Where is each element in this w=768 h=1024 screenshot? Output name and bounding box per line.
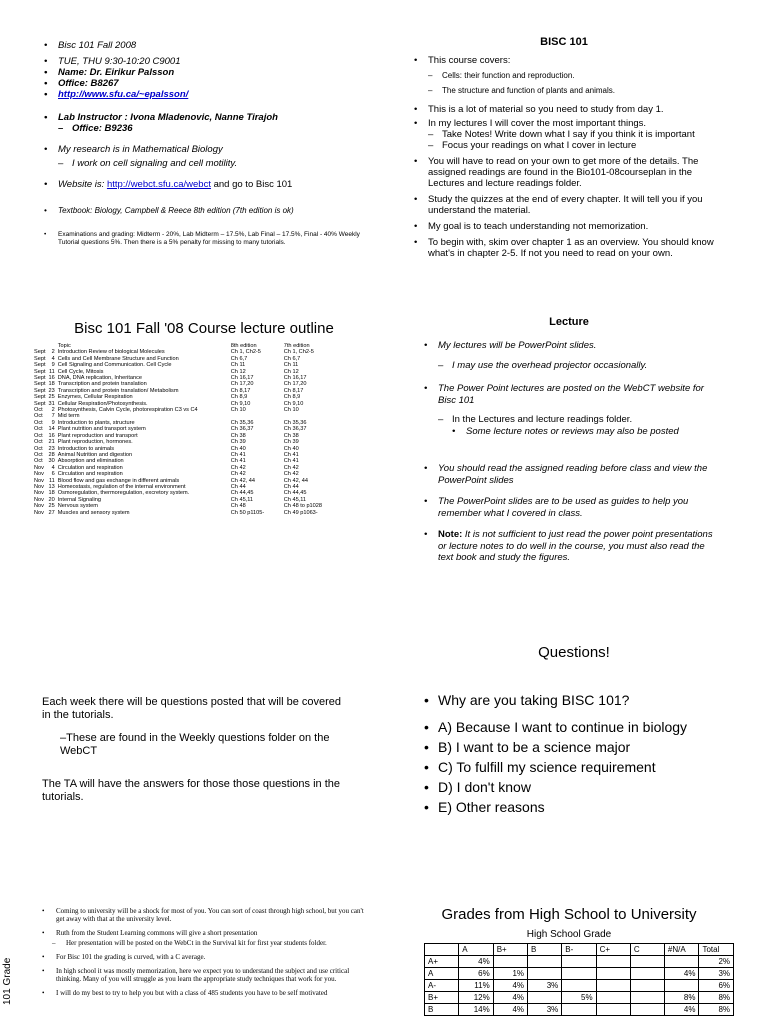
- grades-cell: [596, 1004, 630, 1016]
- overview-item: • To begin with, skim over chapter 1 as an overview. You should know what's in chapter 2-5. If not you need to read on your own.: [414, 237, 714, 259]
- outline-cell: Plant reproduction and transport: [57, 432, 138, 439]
- outline-cell: Ch 41: [230, 458, 246, 465]
- outline-cell: 30: [48, 458, 55, 465]
- outline-cell: Oct: [34, 413, 43, 420]
- grades-header-cell: B-: [562, 944, 596, 956]
- advice-item: • Coming to university will be a shock for most of you. You can sort of coast through high school, but you can't get away with that at the university level.: [42, 907, 372, 923]
- outline-cell: Ch 10: [230, 407, 246, 414]
- grades-header-cell: #N/A: [664, 944, 699, 956]
- lecture-subsubitem: • Some lecture notes or reviews may also be posted: [452, 426, 714, 438]
- grades-cell: [630, 980, 664, 992]
- grades-row: [425, 980, 734, 992]
- advice-item: • Ruth from the Student Learning commons will give a short presentation: [42, 929, 372, 937]
- outline-cell: Plant nutrition and transport system: [57, 426, 146, 433]
- outline-cell: Ch 40: [230, 445, 246, 452]
- tutorial-paragraph: Each week there will be questions posted that will be covered in the tutorials.: [42, 696, 342, 721]
- outline-cell: Oct: [34, 432, 43, 439]
- advice-subitem: – Her presentation will be posted on the WebCt in the Survival kit for first year students folder.: [52, 939, 372, 947]
- instructor-website-link[interactable]: http://www.sfu.ca/~epalsson/: [58, 89, 189, 100]
- outline-cell: Oct: [34, 407, 43, 414]
- overview-subitem: – The structure and function of plants and animals.: [428, 85, 714, 96]
- outline-cell: Blood flow and gas exchange in different animals: [57, 477, 180, 484]
- lecture-note-item: [424, 529, 714, 564]
- slide-tutorial-questions: [42, 696, 342, 804]
- outline-cell: Ch 35,36: [283, 419, 307, 426]
- research-detail: – I work on cell signaling and cell motility.: [58, 158, 374, 169]
- grades-cell: A+: [425, 956, 459, 968]
- outline-cell: 14: [48, 426, 55, 433]
- outline-cell: Sept: [34, 349, 46, 356]
- outline-cell: Ch 48 to p1028: [283, 503, 323, 510]
- outline-cell: Ch 48: [230, 503, 246, 510]
- grades-cell: 8%: [699, 992, 734, 1004]
- outline-row: [34, 490, 337, 496]
- grades-header-cell: A: [459, 944, 493, 956]
- overview-subitem: – Focus your readings on what I cover in lecture: [428, 140, 714, 151]
- outline-cell: Nervous system: [57, 503, 98, 510]
- outline-cell: 28: [48, 451, 55, 458]
- outline-cell: 9: [51, 419, 55, 426]
- outline-cell: Ch 8,9: [283, 394, 301, 401]
- outline-cell: Introduction Review of biological Molecules: [57, 349, 165, 356]
- outline-cell: 13: [48, 483, 55, 490]
- lecture-title: Lecture: [549, 316, 589, 328]
- outline-cell: 25: [48, 394, 55, 401]
- outline-cell: Absorption and elimination: [57, 458, 124, 465]
- outline-row: [34, 510, 337, 516]
- overview-item: • Study the quizzes at the end of every chapter. It will tell you if you understand the material.: [414, 194, 714, 216]
- outline-cell: 2: [51, 349, 55, 356]
- outline-cell: Homeostasis, regulation of the internal environment: [57, 483, 186, 490]
- outline-cell: 16: [48, 432, 55, 439]
- outline-cell: Ch 41: [283, 458, 299, 465]
- outline-header-cell: 7th edition: [283, 343, 310, 349]
- course-schedule: • TUE, THU 9:30-10:20 C9001: [44, 56, 374, 67]
- grades-cell: [630, 1004, 664, 1016]
- instructor-office: • Office: B8267: [44, 78, 374, 89]
- outline-cell: Ch 42: [230, 464, 246, 471]
- outline-cell: Ch 6,7: [230, 355, 248, 362]
- grades-cell: 3%: [699, 968, 734, 980]
- outline-cell: Sept: [34, 387, 46, 394]
- website-label: Website is:: [58, 179, 107, 190]
- outline-cell: Oct: [34, 445, 43, 452]
- outline-cell: Animal Nutrition and digestion: [57, 451, 133, 458]
- outline-table: [34, 343, 337, 516]
- outline-cell: 16: [48, 375, 55, 382]
- outline-title: Bisc 101 Fall '08 Course lecture outline: [74, 320, 334, 337]
- grades-cell: 4%: [664, 1004, 699, 1016]
- grades-cell: 4%: [493, 1004, 527, 1016]
- grades-cell: 8%: [699, 1004, 734, 1016]
- website-item: [44, 179, 374, 190]
- outline-cell: Ch 44: [230, 483, 246, 490]
- outline-cell: Ch 9,10: [230, 400, 251, 407]
- outline-cell: 4: [51, 355, 55, 362]
- advice-item: • I will do my best to try to help you but with a class of 485 students you have to be self motivated: [42, 989, 372, 997]
- grades-cell: 1%: [493, 968, 527, 980]
- outline-cell: Cellular Respiration/Photosynthesis.: [57, 400, 148, 407]
- grades-header-cell: [425, 944, 459, 956]
- note-label: Note:: [438, 529, 463, 540]
- outline-cell: Ch 42: [283, 471, 299, 478]
- overview-item: • My goal is to teach understanding not memorization.: [414, 221, 714, 232]
- webct-link[interactable]: http://webct.sfu.ca/webct: [106, 179, 211, 190]
- outline-cell: Ch 11: [283, 362, 299, 369]
- grades-cell: 4%: [459, 956, 493, 968]
- grades-header-cell: B+: [493, 944, 527, 956]
- grades-header-cell: B: [528, 944, 562, 956]
- grades-cell: A: [425, 968, 459, 980]
- outline-cell: Ch 17,20: [230, 381, 254, 388]
- outline-cell: Ch 41: [230, 451, 246, 458]
- grades-header-cell: Total: [699, 944, 734, 956]
- outline-cell: Ch 9,10: [283, 400, 304, 407]
- outline-cell: Sept: [34, 394, 46, 401]
- outline-cell: Sept: [34, 375, 46, 382]
- grades-cell: [664, 956, 699, 968]
- outline-cell: Nov: [34, 490, 44, 497]
- outline-cell: 23: [48, 445, 55, 452]
- outline-cell: Ch 39: [283, 439, 299, 446]
- advice-item: • For Bisc 101 the grading is curved, with a C average.: [42, 953, 372, 961]
- outline-header-cell: Topic: [57, 343, 71, 349]
- outline-cell: 6: [51, 471, 55, 478]
- outline-cell: Nov: [34, 503, 44, 510]
- lecture-subitem: – In the Lectures and lecture readings folder.: [438, 414, 714, 426]
- outline-cell: Nov: [34, 496, 44, 503]
- grades-cell: [493, 956, 527, 968]
- outline-header-cell: 8th edition: [230, 343, 257, 349]
- outline-cell: Ch 8,17: [230, 387, 251, 394]
- overview-title: BISC 101: [540, 36, 588, 48]
- grades-cell: 12%: [459, 992, 493, 1004]
- outline-cell: 7: [51, 413, 55, 420]
- grades-cell: 8%: [664, 992, 699, 1004]
- grades-row: [425, 956, 734, 968]
- outline-cell: Oct: [34, 458, 43, 465]
- grades-cell: 2%: [699, 956, 734, 968]
- overview-item: • In my lectures I will cover the most important things.: [414, 118, 714, 129]
- outline-cell: Mid term: [57, 413, 80, 420]
- grades-cell: [596, 956, 630, 968]
- outline-cell: Ch 45,11: [283, 496, 307, 503]
- grades-cell: 4%: [664, 968, 699, 980]
- grades-cell: A-: [425, 980, 459, 992]
- outline-cell: 9: [51, 362, 55, 369]
- outline-cell: Ch 42: [230, 471, 246, 478]
- grades-header-cell: C+: [596, 944, 630, 956]
- outline-cell: Ch 12: [230, 368, 246, 375]
- outline-cell: Photosynthesis, Calvin Cycle, photorespiration C3 vs C4: [57, 407, 198, 414]
- outline-cell: Cell Cycle, Mitosis: [57, 368, 104, 375]
- outline-cell: 11: [48, 368, 55, 375]
- outline-cell: 27: [48, 509, 55, 516]
- grades-cell: [528, 956, 562, 968]
- outline-cell: Ch 35,36: [230, 419, 254, 426]
- outline-cell: Ch 16,17: [230, 375, 254, 382]
- outline-cell: Ch 6,7: [283, 355, 301, 362]
- grades-cell: 6%: [459, 968, 493, 980]
- outline-cell: Ch 42, 44: [283, 477, 309, 484]
- outline-cell: Nov: [34, 477, 44, 484]
- outline-cell: Ch 42: [283, 464, 299, 471]
- grades-cell: [596, 992, 630, 1004]
- grades-cell: [562, 1004, 596, 1016]
- lab-instructor: • Lab Instructor : Ivona Mladenovic, Nanne Tirajoh: [44, 112, 374, 123]
- outline-cell: Oct: [34, 426, 43, 433]
- slide-lecture-outline: [34, 320, 374, 516]
- tutorial-answers: The TA will have the answers for those those questions in the tutorials.: [42, 778, 340, 803]
- outline-cell: Cell Signaling and Communication. Cell Cycle: [57, 362, 172, 369]
- outline-cell: Cells and Cell Membrane Structure and Function: [57, 355, 179, 362]
- outline-cell: Transcription and protein translation: [57, 381, 147, 388]
- outline-cell: 2: [51, 407, 55, 414]
- research-note: • My research is in Mathematical Biology: [44, 144, 374, 155]
- grades-cell: [664, 980, 699, 992]
- lecture-item: • You should read the assigned reading before class and view the PowerPoint slides: [424, 463, 714, 486]
- grades-cell: B: [425, 1004, 459, 1016]
- advice-item: • In high school it was mostly memorization, here we expect you to understand the subject and use critical thinking. Many of you will struggle as you learn the appropriate study techniques that work for you.: [42, 967, 372, 983]
- lecture-item: • The PowerPoint slides are to be used as guides to help you remember what I covered in class.: [424, 496, 714, 519]
- outline-cell: Ch 40: [283, 445, 299, 452]
- outline-cell: Ch 42, 44: [230, 477, 256, 484]
- grades-cell: 4%: [493, 992, 527, 1004]
- outline-cell: Ch 38: [283, 432, 299, 439]
- outline-cell: Oct: [34, 451, 43, 458]
- lecture-item: • My lectures will be PowerPoint slides.: [424, 340, 714, 352]
- outline-cell: Ch 36,37: [283, 426, 307, 433]
- grades-cell: 11%: [459, 980, 493, 992]
- grades-cell: 14%: [459, 1004, 493, 1016]
- outline-cell: 18: [48, 490, 55, 497]
- outline-cell: Nov: [34, 464, 44, 471]
- grades-ylabel: 101 Grade: [2, 957, 13, 1005]
- outline-cell: Sept: [34, 381, 46, 388]
- outline-cell: Ch 44: [283, 483, 299, 490]
- outline-cell: Ch 11: [230, 362, 246, 369]
- questions-title: Questions!: [538, 644, 610, 661]
- grades-cell: [596, 968, 630, 980]
- slide-course-info: [44, 40, 374, 247]
- grades-cell: [596, 980, 630, 992]
- outline-cell: Ch 1, Ch2-5: [283, 349, 314, 356]
- grades-cell: 5%: [562, 992, 596, 1004]
- lecture-subitem: – I may use the overhead projector occasionally.: [438, 360, 714, 372]
- overview-subitem: – Take Notes! Write down what I say if you think it is important: [428, 129, 714, 140]
- slide-grades: [404, 906, 734, 1016]
- lab-office: – Office: B9236: [58, 123, 374, 134]
- outline-cell: Sept: [34, 355, 46, 362]
- slide-course-overview: [414, 36, 714, 259]
- tutorial-subparagraph: –These are found in the Weekly questions folder on the WebCT: [60, 732, 330, 757]
- outline-cell: 23: [48, 387, 55, 394]
- slide-questions: [424, 644, 724, 818]
- grades-cell: [562, 956, 596, 968]
- outline-cell: DNA, DNA replication, Inheritance: [57, 375, 143, 382]
- answer-option: • C) To fulfill my science requirement: [424, 758, 724, 777]
- outline-cell: Circulation and respiration: [57, 464, 123, 471]
- slide-university-advice: [42, 907, 372, 1003]
- outline-cell: Internal Signaling: [57, 496, 101, 503]
- outline-cell: Ch 8,9: [230, 394, 248, 401]
- outline-cell: Ch 45,11: [230, 496, 254, 503]
- grades-table: [424, 943, 734, 1016]
- grades-cell: [562, 980, 596, 992]
- outline-cell: Ch 44,45: [230, 490, 254, 497]
- grades-cell: B+: [425, 992, 459, 1004]
- overview-item: • This is a lot of material so you need to study from day 1.: [414, 104, 714, 115]
- grades-cell: 6%: [699, 980, 734, 992]
- outline-cell: Ch 12: [283, 368, 299, 375]
- website-suffix: and go to Bisc 101: [210, 179, 293, 190]
- grades-cell: 3%: [528, 1004, 562, 1016]
- outline-cell: Ch 49 p1063-: [283, 509, 318, 516]
- outline-cell: Introduction to animals: [57, 445, 115, 452]
- answer-option: • E) Other reasons: [424, 798, 724, 817]
- outline-cell: Nov: [34, 509, 44, 516]
- lecture-item: • The Power Point lectures are posted on the WebCT website for Bisc 101: [424, 383, 714, 406]
- outline-cell: Ch 16,17: [283, 375, 307, 382]
- grades-header-cell: C: [630, 944, 664, 956]
- grades-cell: [562, 968, 596, 980]
- outline-cell: Enzymes, Cellular Respiration: [57, 394, 133, 401]
- instructor-website[interactable]: [44, 89, 374, 100]
- grades-row: [425, 968, 734, 980]
- grades-cell: [528, 992, 562, 1004]
- outline-cell: Ch 38: [230, 432, 246, 439]
- question-prompt: • Why are you taking BISC 101?: [424, 691, 724, 710]
- outline-cell: Ch 8,17: [283, 387, 304, 394]
- course-name: • Bisc 101 Fall 2008: [44, 40, 374, 51]
- overview-item: • This course covers:: [414, 55, 714, 66]
- outline-cell: Circulation and respiration: [57, 471, 123, 478]
- outline-cell: Ch 1, Ch2-5: [230, 349, 261, 356]
- outline-cell: Nov: [34, 471, 44, 478]
- outline-cell: Ch 17,20: [283, 381, 307, 388]
- grading-note: • Examinations and grading: Midterm - 20%, Lab Midterm – 17.5%, Lab Final – 17.5%, Final - 40% Weekly Tutorial questions 5%. Then there is a 5% penalty for missing to many tutorials.: [44, 231, 374, 247]
- outline-cell: Oct: [34, 439, 43, 446]
- outline-cell: Ch 36,37: [230, 426, 254, 433]
- answer-option: • A) Because I want to continue in biology: [424, 718, 724, 737]
- outline-cell: 11: [48, 477, 55, 484]
- outline-cell: Sept: [34, 368, 46, 375]
- answer-option: • D) I don't know: [424, 778, 724, 797]
- grades-title: Grades from High School to University: [441, 906, 697, 923]
- outline-cell: Ch 39: [230, 439, 246, 446]
- grades-row: [425, 1004, 734, 1016]
- grades-cell: [630, 992, 664, 1004]
- note-text: It is not sufficient to just read the power point presentations or lecture notes to do well in the course, you must also read the text book and study the figures.: [438, 529, 713, 563]
- outline-cell: Ch 50 p1105-: [230, 509, 265, 516]
- answer-option: • B) I want to be a science major: [424, 738, 724, 757]
- outline-cell: Introduction to plants, structure: [57, 419, 135, 426]
- grades-cell: [528, 968, 562, 980]
- slide-lecture: [424, 316, 714, 564]
- outline-cell: 25: [48, 503, 55, 510]
- grades-cell: 3%: [528, 980, 562, 992]
- outline-cell: Oct: [34, 419, 43, 426]
- outline-cell: 18: [48, 381, 55, 388]
- outline-cell: Plant reproduction, hormones.: [57, 439, 133, 446]
- outline-cell: 4: [51, 464, 55, 471]
- grades-row: [425, 992, 734, 1004]
- outline-cell: Nov: [34, 483, 44, 490]
- grades-header-row: [425, 944, 734, 956]
- outline-cell: Muscles and sensory system: [57, 509, 130, 516]
- outline-cell: Sept: [34, 362, 46, 369]
- outline-cell: 31: [48, 400, 55, 407]
- outline-cell: Sept: [34, 400, 46, 407]
- grades-caption: High School Grade: [526, 929, 612, 940]
- outline-cell: Ch 10: [283, 407, 299, 414]
- textbook-note: • Textbook: Biology, Campbell & Reece 8th edition (7th edition is ok): [44, 206, 374, 215]
- outline-cell: Ch 41: [283, 451, 299, 458]
- outline-cell: Osmoregulation, thermoregulation, excretory system.: [57, 490, 190, 497]
- outline-cell: 21: [48, 439, 55, 446]
- overview-item: • You will have to read on your own to get more of the details. The assigned readings are found in the Bio101-08courseplan in the Lectures and lecture readings folder.: [414, 156, 714, 189]
- grades-cell: [630, 956, 664, 968]
- outline-cell: 20: [48, 496, 55, 503]
- outline-cell: Ch 44,45: [283, 490, 307, 497]
- grades-cell: [630, 968, 664, 980]
- outline-cell: Transcription and protein translation/ Metabolism: [57, 387, 179, 394]
- instructor-name: • Name: Dr. Eirikur Palsson: [44, 67, 374, 78]
- overview-subitem: – Cells: their function and reproduction.: [428, 70, 714, 81]
- grades-cell: 4%: [493, 980, 527, 992]
